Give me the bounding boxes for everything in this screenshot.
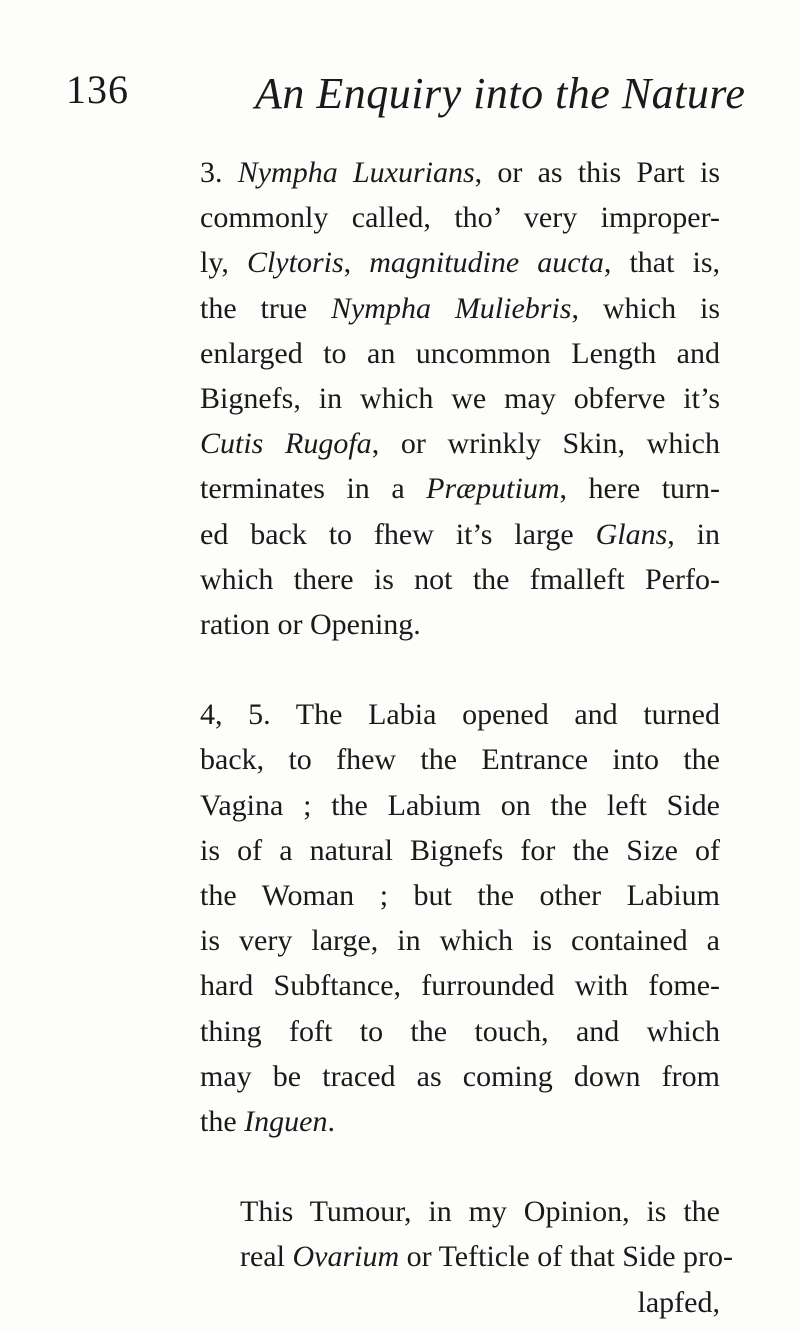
text-line: is of a natural Bignefs for the Size of [200, 833, 720, 867]
running-head [0, 58, 800, 118]
text-line: real Ovarium or Tefticle of that Side pro- [240, 1240, 734, 1274]
running-title: An Enquiry into the Nature [255, 69, 746, 118]
text-line: enlarged to an uncommon Length and [200, 336, 720, 370]
text-line: This Tumour, in my Opinion, is the [240, 1195, 720, 1229]
text-line: commonly called, tho’ very improper- [200, 201, 720, 235]
text-line: is very large, in which is contained a [200, 924, 720, 958]
text-line: the Woman ; but the other Labium [200, 879, 720, 913]
paragraph-nympha-luxurians [200, 150, 721, 647]
text-line: Cutis Rugofa, or wrinkly Skin, which [200, 427, 721, 461]
text-line: thing foft to the touch, and which [200, 1014, 720, 1048]
text-line: the Inguen. [200, 1105, 335, 1139]
text-line: hard Subftance, furrounded with fome- [200, 969, 720, 1003]
body-text [200, 150, 734, 1325]
text-line: 4, 5. The Labia opened and turned [200, 698, 720, 732]
text-line: terminates in a Præputium, here turn- [200, 472, 721, 506]
page-number: 136 [66, 67, 129, 112]
text-line: ed back to fhew it’s large Glans, in [200, 517, 720, 551]
text-line: which there is not the fmalleft Perfo- [200, 562, 720, 596]
text-line: ration or Opening. [200, 608, 421, 642]
catchword: lapfed, [637, 1285, 720, 1319]
text-line: ly, Clytoris, magnitudine aucta, that is, [200, 246, 721, 280]
text-line: Vagina ; the Labium on the left Side [200, 788, 720, 822]
paragraph-tumour [240, 1189, 734, 1325]
text-line: the true Nympha Muliebris, which is [200, 291, 720, 325]
text-line: 3. Nympha Luxurians, or as this Part is [200, 156, 720, 189]
paragraph-labia [200, 692, 720, 1144]
text-line: Bignefs, in which we may obferve it’s [200, 382, 720, 416]
text-line: back, to fhew the Entrance into the [200, 743, 720, 777]
text-line: may be traced as coming down from [200, 1059, 720, 1093]
